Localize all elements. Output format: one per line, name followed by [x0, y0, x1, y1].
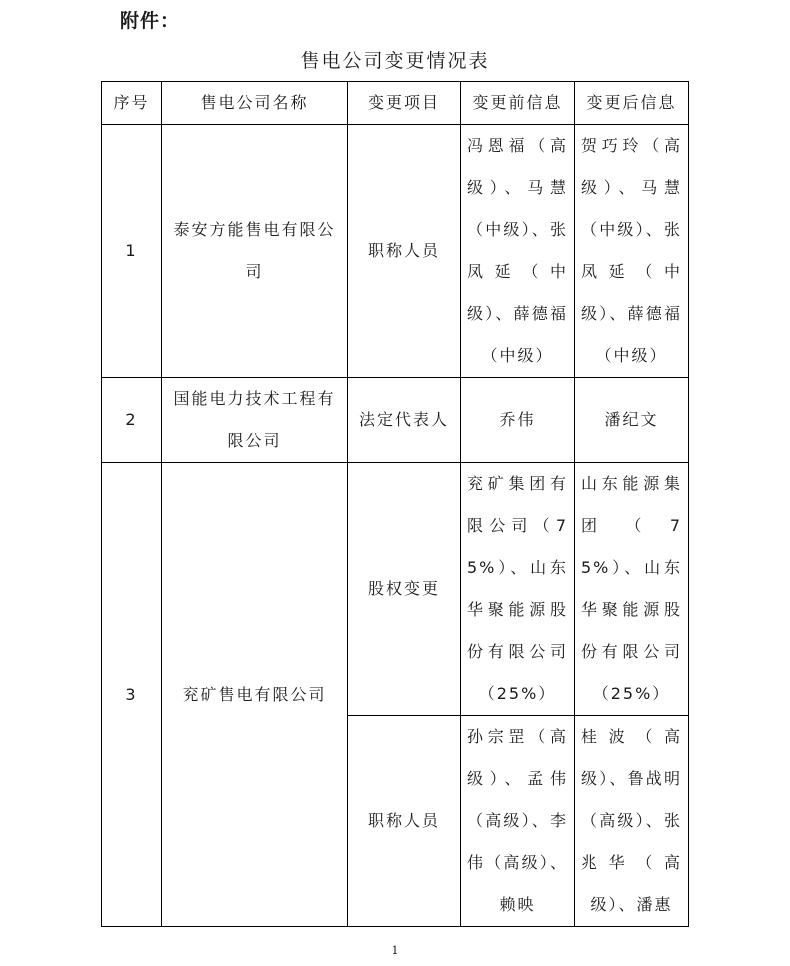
row-after: 山东能源集团（75%）、山东华聚能源股份有限公司（25%） [575, 463, 689, 716]
row-company: 国能电力技术工程有限公司 [162, 378, 348, 463]
row-before: 兖矿集团有限公司（75%）、山东华聚能源股份有限公司（25%） [461, 463, 575, 716]
row-company: 泰安方能售电有限公司 [162, 125, 348, 378]
company-change-table [101, 81, 689, 927]
header-item: 变更项目 [348, 82, 461, 125]
table-header-row [102, 82, 689, 125]
row-item: 股权变更 [348, 463, 461, 716]
row-before: 乔伟 [461, 378, 575, 463]
header-before: 变更前信息 [461, 82, 575, 125]
table-row [102, 378, 689, 463]
header-company: 售电公司名称 [162, 82, 348, 125]
row-company: 兖矿售电有限公司 [162, 463, 348, 927]
table-row [102, 125, 689, 378]
table-row [102, 463, 689, 716]
row-before: 孙宗罡（高级）、孟伟（高级）、李伟（高级）、赖映 [461, 716, 575, 927]
page-title: 售电公司变更情况表 [300, 50, 490, 72]
row-index: 3 [102, 463, 162, 927]
header-index: 序号 [102, 82, 162, 125]
header-after: 变更后信息 [575, 82, 689, 125]
row-after: 潘纪文 [575, 378, 689, 463]
row-item: 职称人员 [348, 125, 461, 378]
row-before: 冯恩福（高级）、马慧（中级）、张凤延（中级）、薛德福（中级） [461, 125, 575, 378]
row-item: 法定代表人 [348, 378, 461, 463]
row-index: 1 [102, 125, 162, 378]
row-item: 职称人员 [348, 716, 461, 927]
page-number: 1 [391, 944, 399, 957]
row-index: 2 [102, 378, 162, 463]
attachment-label: 附件： [120, 10, 181, 32]
row-after: 贺巧玲（高级）、马慧（中级）、张凤延（中级）、薛德福（中级） [575, 125, 689, 378]
row-after: 桂波（高级）、鲁战明（高级）、张兆华（高级）、潘惠 [575, 716, 689, 927]
